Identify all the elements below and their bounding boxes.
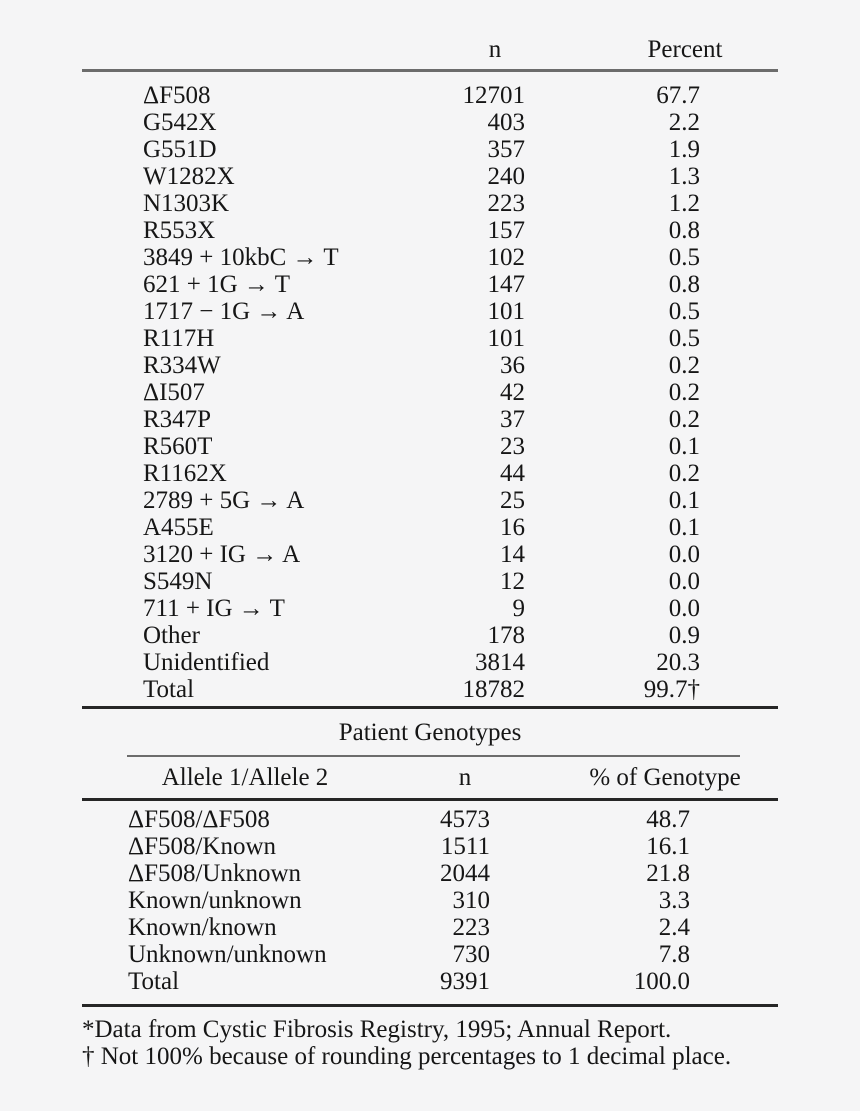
mutation-count: 36 — [500, 352, 525, 379]
mutation-column-header-percent: Percent — [647, 36, 723, 63]
genotype-table-header — [0, 764, 860, 791]
mutation-count: 44 — [500, 460, 525, 487]
mutation-column-header-n: n — [488, 36, 502, 63]
table-row — [0, 136, 860, 163]
table-row — [0, 217, 860, 244]
mutation-percent: 0.1 — [668, 433, 700, 460]
genotype-label: Total — [128, 968, 180, 995]
mutation-percent: 20.3 — [656, 649, 700, 676]
table-row — [0, 622, 860, 649]
mutation-label: S549N — [143, 568, 213, 595]
mutation-label: R553X — [143, 217, 216, 244]
mutation-percent: 0.0 — [668, 541, 700, 568]
mutation-count: 14 — [500, 541, 525, 568]
table-row — [0, 649, 860, 676]
table-row — [0, 109, 860, 136]
mutation-label: 2789 + 5G → A — [143, 487, 305, 514]
mutation-count: 3814 — [475, 649, 525, 676]
mutation-percent: 0.2 — [668, 352, 700, 379]
mutation-percent: 99.7† — [643, 676, 700, 703]
genotype-label: Known/unknown — [128, 887, 302, 914]
mutation-percent: 0.2 — [668, 460, 700, 487]
mutation-label: R117H — [143, 325, 215, 352]
mutation-count: 25 — [500, 487, 525, 514]
mutation-label: ΔI507 — [143, 379, 205, 406]
table-row — [0, 325, 860, 352]
mutation-count: 178 — [487, 622, 525, 649]
mutation-percent: 0.8 — [668, 271, 700, 298]
table-row — [0, 352, 860, 379]
genotype-count: 4573 — [440, 806, 490, 833]
mutation-count: 9 — [512, 595, 525, 622]
table-row — [0, 833, 860, 860]
mutation-count: 37 — [500, 406, 525, 433]
table-row — [0, 941, 860, 968]
mutation-label: W1282X — [143, 163, 235, 190]
table-bottom-rule — [82, 1004, 778, 1007]
genotype-count: 1511 — [440, 833, 490, 860]
genotype-percent: 100.0 — [633, 968, 690, 995]
table-row — [0, 460, 860, 487]
mutation-count: 16 — [500, 514, 525, 541]
table-row — [0, 406, 860, 433]
mutation-count: 18782 — [462, 676, 525, 703]
mutation-label: 3849 + 10kbC → T — [143, 244, 339, 271]
genotype-count: 2044 — [440, 860, 490, 887]
table-row — [0, 568, 860, 595]
table-row — [0, 968, 860, 995]
mutation-percent: 0.5 — [668, 244, 700, 271]
mutation-count: 240 — [487, 163, 525, 190]
genotype-count: 9391 — [440, 968, 490, 995]
mutation-count: 102 — [487, 244, 525, 271]
mutation-label: A455E — [143, 514, 214, 541]
mutation-label: Other — [143, 622, 200, 649]
table-row — [0, 914, 860, 941]
mutation-label: Unidentified — [143, 649, 270, 676]
mutation-label: R1162X — [143, 460, 227, 487]
table-row — [0, 190, 860, 217]
genotype-column-header-allele: Allele 1/Allele 2 — [161, 764, 329, 791]
genotype-label: ΔF508/ΔF508 — [128, 806, 270, 833]
mutation-percent: 0.0 — [668, 568, 700, 595]
mutation-label: 3120 + IG → A — [143, 541, 301, 568]
mutation-percent: 0.8 — [668, 217, 700, 244]
genotype-header-rule — [82, 798, 778, 801]
genotype-count: 223 — [452, 914, 490, 941]
mutation-label: R560T — [143, 433, 213, 460]
mutation-count: 12 — [500, 568, 525, 595]
genotype-section-title: Patient Genotypes — [338, 719, 522, 746]
table-row — [0, 298, 860, 325]
genotype-label: Unknown/unknown — [128, 941, 327, 968]
mutation-count: 101 — [487, 325, 525, 352]
genotype-percent: 16.1 — [646, 833, 690, 860]
genotype-count: 310 — [452, 887, 490, 914]
mutation-count: 101 — [487, 298, 525, 325]
table-row — [0, 163, 860, 190]
mutation-table-top-rule — [82, 69, 778, 72]
mutation-percent: 0.5 — [668, 325, 700, 352]
table-row — [0, 244, 860, 271]
mutation-count: 12701 — [462, 82, 525, 109]
mutation-label: G542X — [143, 109, 217, 136]
mutation-count: 147 — [487, 271, 525, 298]
mutation-percent: 67.7 — [656, 82, 700, 109]
mutation-label: ΔF508 — [143, 82, 211, 109]
mutation-percent: 1.9 — [668, 136, 700, 163]
table-row — [0, 860, 860, 887]
genotype-label: ΔF508/Unknown — [128, 860, 302, 887]
mutation-count: 157 — [487, 217, 525, 244]
footnote-rounding-note: † Not 100% because of rounding percentages to 1 decimal place. — [82, 1043, 732, 1070]
genotype-title-rule — [127, 755, 740, 757]
footnote-data-source: *Data from Cystic Fibrosis Registry, 1995; Annual Report. — [82, 1016, 672, 1043]
table-row — [0, 676, 860, 703]
mutation-percent: 0.1 — [668, 487, 700, 514]
mutation-table-header — [0, 36, 860, 63]
mutation-percent: 0.1 — [668, 514, 700, 541]
mutation-percent: 0.9 — [668, 622, 700, 649]
table-row — [0, 595, 860, 622]
mutation-percent: 0.0 — [668, 595, 700, 622]
genotype-column-header-n: n — [458, 764, 472, 791]
mutation-count: 223 — [487, 190, 525, 217]
table-row — [0, 82, 860, 109]
mutation-label: R334W — [143, 352, 221, 379]
table-row — [0, 271, 860, 298]
genotype-percent: 21.8 — [646, 860, 690, 887]
mutation-count: 42 — [500, 379, 525, 406]
mutation-label: 621 + 1G → T — [143, 271, 290, 298]
table-row — [0, 514, 860, 541]
mutation-label: N1303K — [143, 190, 230, 217]
mutation-label: 1717 − 1G → A — [143, 298, 305, 325]
mutation-label: R347P — [143, 406, 212, 433]
mutation-percent: 1.3 — [668, 163, 700, 190]
table-row — [0, 379, 860, 406]
mutation-percent: 0.2 — [668, 406, 700, 433]
mutation-label: Total — [143, 676, 195, 703]
mutation-percent: 0.2 — [668, 379, 700, 406]
table-row — [0, 806, 860, 833]
genotype-percent: 3.3 — [658, 887, 690, 914]
mutation-percent: 1.2 — [668, 190, 700, 217]
mutation-count: 403 — [487, 109, 525, 136]
genotype-column-header-percent: % of Genotype — [589, 764, 741, 791]
table-row — [0, 487, 860, 514]
mutation-count: 23 — [500, 433, 525, 460]
genotype-label: Known/known — [128, 914, 277, 941]
table-row — [0, 887, 860, 914]
table-row — [0, 433, 860, 460]
mutation-label: 711 + IG → T — [143, 595, 285, 622]
mutation-count: 357 — [487, 136, 525, 163]
mutation-percent: 0.5 — [668, 298, 700, 325]
mutation-percent: 2.2 — [668, 109, 700, 136]
table-row — [0, 541, 860, 568]
genotype-label: ΔF508/Known — [128, 833, 277, 860]
genotype-percent: 2.4 — [658, 914, 690, 941]
genotype-percent: 48.7 — [646, 806, 690, 833]
genotype-percent: 7.8 — [658, 941, 690, 968]
mutation-table-bottom-rule — [82, 706, 778, 709]
genotype-table-body — [0, 806, 860, 995]
mutation-label: G551D — [143, 136, 217, 163]
genotype-count: 730 — [452, 941, 490, 968]
mutation-table-body — [0, 82, 860, 703]
